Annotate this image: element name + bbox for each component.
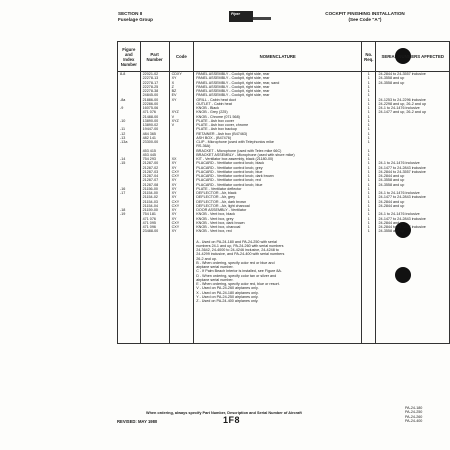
note-line: C - If Palm Beach Interior is installed, see Figure 8A. <box>196 269 282 274</box>
cell-fig: -17 <box>118 191 141 195</box>
cell-code: CXY <box>169 221 194 225</box>
cell-code: V <box>169 115 194 119</box>
cell-part: 22278-38 <box>140 89 169 93</box>
cell-ser: 24-1477 and up, 26-2 and up <box>376 110 450 114</box>
model-item: PA-24-400 <box>405 418 423 423</box>
cell-req: 1 <box>362 225 376 229</box>
cell-ser: 24-2844 and up <box>376 204 450 208</box>
cell-req: 1 <box>362 93 376 97</box>
cell-fig: -16 <box>118 187 141 191</box>
cell-req: 1 <box>362 178 376 182</box>
cell-ser: 24-1477 to 24-2843 inclusive <box>376 195 450 199</box>
note-line: 24-3642, 24-4000 to 24-4246 inclusive, 24-4248 to <box>196 248 279 252</box>
cell-code: CXY <box>169 170 194 174</box>
cell-req: 1 <box>362 161 376 165</box>
cell-ser: 24-1 to 24-1476 inclusive <box>376 212 450 216</box>
cell-req: 1 <box>362 140 376 144</box>
page-title: COCKPIT FINISHING INSTALLATION <box>325 11 405 16</box>
cell-req: 1 <box>362 132 376 136</box>
cell-nom: ASH BOX - (B47476) <box>194 136 362 140</box>
cell-req: 1 <box>362 123 376 127</box>
cell-nom: PLATE - Ash box cover <box>194 119 362 123</box>
cell-code: CXY <box>169 204 194 208</box>
cell-code: XY <box>169 187 194 191</box>
cell-code: BZ <box>169 89 194 93</box>
cell-part: 484 365 <box>140 132 169 136</box>
cell-fig: -15 <box>118 161 141 165</box>
cell-nom: BRACKET ASSEMBLY - Microphone (used with shure mike) <box>194 153 362 157</box>
cell-part: 21154-02 <box>140 195 169 199</box>
cell-req: 1 <box>362 217 376 221</box>
cell-part: 21488-00 <box>140 115 169 119</box>
cell-code: Z <box>169 85 194 89</box>
revised-date: REVISED: MAY 1980 <box>117 419 158 424</box>
cell-nom: RS-36A) <box>194 144 362 148</box>
cell-code: CXY <box>169 200 194 204</box>
cell-code: XY <box>169 178 194 182</box>
cell-req: 1 <box>362 221 376 225</box>
cell-nom: DEFLECTOR - Air, dark brown <box>194 200 362 204</box>
cell-ser: 24-1253 to 24-2296 inclusive <box>376 98 450 102</box>
cell-part: 471 095 <box>140 221 169 225</box>
cell-code: XY <box>169 98 194 102</box>
cell-req: 1 <box>362 212 376 216</box>
cell-req: 1 <box>362 208 376 212</box>
cell-nom: PLACARD - Ventilator control knob, black <box>194 161 362 165</box>
col-figure: Figure and Index Number <box>118 42 141 72</box>
cell-part: 16075-06 <box>140 106 169 110</box>
cell-ser: 24-2844 to 24-3557 inclusive <box>376 72 450 77</box>
col-part: Part Number <box>140 42 169 72</box>
cell-part: 21154-04 <box>140 204 169 208</box>
cell-fig: -19 <box>118 212 141 216</box>
note-line: A - Used on PA-24-180 and PA-24-250 with serial <box>196 239 277 244</box>
cell-code: CXY <box>169 225 194 229</box>
cell-code: XY <box>169 195 194 199</box>
cell-part: 471 076 <box>140 217 169 221</box>
logo-text: Piper <box>231 12 240 16</box>
cell-ser: 24-2844 and up <box>376 174 450 178</box>
cell-fig: -18 <box>118 208 141 212</box>
cell-nom: DOOR ASSEMBLY - Ventilator <box>194 208 362 212</box>
cell-req: 1 <box>362 174 376 178</box>
cell-code: XY <box>169 161 194 165</box>
section-header <box>118 11 153 22</box>
cell-code: XYZ <box>169 110 194 114</box>
cell-req: 1 <box>362 170 376 174</box>
cell-ser: 24-3558 and up <box>376 229 450 233</box>
cell-part: 22286-00 <box>140 102 169 106</box>
cell-req: 1 <box>362 110 376 114</box>
cell-req: 1 <box>362 102 376 106</box>
notes-row <box>118 234 450 344</box>
col-code: Code <box>169 42 194 72</box>
cell-code: XY <box>169 208 194 212</box>
cell-part: 21154-00 <box>140 191 169 195</box>
cell-part: 453 415 <box>140 149 169 153</box>
cell-req: 1 <box>362 81 376 85</box>
note-line: D - When ordering, specify color tan or silver and <box>196 273 277 278</box>
note-line: Z - Used on PA-24-400 airplanes only. <box>196 299 259 303</box>
cell-ser: 24-2844 and up <box>376 200 450 204</box>
note-line: 24-4299 inclusive, and PA-24-400 with serial numbers <box>196 252 285 257</box>
cell-code: XY <box>169 191 194 195</box>
cell-part: 21154-03 <box>140 200 169 204</box>
cell-req: 1 <box>362 89 376 93</box>
cell-req: 1 <box>362 166 376 170</box>
cell-code: XY <box>169 229 194 233</box>
cell-req: 1 <box>362 153 376 157</box>
cell-ser: 24-1477 to 24-2843 inclusive <box>376 217 450 221</box>
note-line: B - When ordering, specify color red or blue and <box>196 260 275 265</box>
model-list <box>405 406 422 423</box>
cell-req: 1 <box>362 98 376 102</box>
note-line: Y - Used on PA-24-250 airplanes only. <box>196 294 259 299</box>
cell-nom: GRILL - Cabin heat duct <box>194 98 362 102</box>
cell-code: XY <box>169 183 194 187</box>
cell-fig: -13a <box>118 140 141 144</box>
cell-part: 21287-08 <box>140 183 169 187</box>
cell-nom: KNOB - Vent box, grey <box>194 217 362 221</box>
cell-req: 1 <box>362 229 376 233</box>
cell-fig: -12 <box>118 132 141 136</box>
note-line: X - Used on PA-24-180 airplanes only. <box>196 290 259 295</box>
cell-part: 754 293 <box>140 157 169 161</box>
section-label: SECTION II <box>118 11 143 16</box>
cell-part: 22278-25 <box>140 85 169 89</box>
piper-logo <box>229 11 253 22</box>
cell-code: EV <box>169 93 194 97</box>
model-item: PA-24-260 <box>405 414 423 419</box>
note-line: numbers 24-1 and up, PA-24-260 with serial numbers <box>196 243 284 248</box>
cell-part: 19447-00 <box>140 127 169 131</box>
cell-part: 754 181 <box>140 212 169 216</box>
cell-req: 1 <box>362 115 376 119</box>
cell-part: 13890-00 <box>140 119 169 123</box>
cell-nom: PANEL ASSEMBLY - Cockpit, right side, rear <box>194 85 362 89</box>
cell-ser: 24-1477 to 24-2843 inclusive <box>376 166 450 170</box>
cell-req: 1 <box>362 119 376 123</box>
cell-part: 471 096 <box>140 225 169 229</box>
cell-nom: KNOB - Black <box>194 106 362 110</box>
cell-ser: 24-1 to 24-1476 inclusive <box>376 161 450 165</box>
cell-code: XX <box>169 157 194 161</box>
cell-part: 23488-00 <box>140 229 169 233</box>
cell-ser: 24-1 to 24-1476 inclusive <box>376 191 450 195</box>
cell-code: X <box>169 81 194 85</box>
cell-nom: RETAINER - Ash box (B47463) <box>194 132 362 136</box>
cell-nom: PLATE - Ash box backup <box>194 127 362 131</box>
cell-part: 23300-00 <box>140 140 169 144</box>
cell-part: 22278-13 <box>140 76 169 80</box>
cell-ser: 24-2844 and up <box>376 221 450 225</box>
cell-nom: PLATE - Ash box cover, chrome <box>194 123 362 127</box>
cell-req: 1 <box>362 195 376 199</box>
cell-nom: PANEL ASSEMBLY - Cockpit, right side, rear <box>194 93 362 97</box>
model-item: PA-24-250 <box>405 410 423 415</box>
note-line: airplane serial number. <box>196 265 234 269</box>
order-note: When ordering, always specify Part Number, Description and Serial Number of Aircraft <box>146 411 302 415</box>
cell-code: XY <box>169 76 194 80</box>
cell-req: 1 <box>362 183 376 187</box>
cell-part: 21287-07 <box>140 178 169 182</box>
cell-code: XY <box>169 217 194 221</box>
cell-ser: 24-3558 and up <box>376 183 450 187</box>
cell-fig: 8-8 <box>118 72 141 77</box>
cell-ser: 24-3558 and up <box>376 81 450 85</box>
cell-nom: KNOB - Vent box, dark brown <box>194 221 362 225</box>
cell-ser: 24-2844 to 24-3557 inclusive <box>376 225 450 229</box>
cell-part: 471 076 <box>140 110 169 114</box>
group-label: Fuselage Group <box>118 16 153 22</box>
cell-code: XY <box>169 212 194 216</box>
cell-ser: 24-1 to 24-1476 inclusive <box>376 106 450 110</box>
cell-part: 22278-17 <box>140 81 169 85</box>
cell-req: 1 <box>362 76 376 80</box>
page-subtitle: (See Code "A") <box>348 16 382 22</box>
cell-code: CDXY <box>169 72 194 77</box>
note-line: airplane serial number. <box>196 277 234 282</box>
cell-code: V <box>169 123 194 127</box>
col-nomenclature: NOMENCLATURE <box>194 42 362 72</box>
cell-req: 1 <box>362 157 376 161</box>
cell-part: 21287-03 <box>140 170 169 174</box>
model-item: PA-24-180 <box>405 406 423 410</box>
cell-nom: KNOB - Vent box, charcoal <box>194 225 362 229</box>
title-header <box>300 11 430 22</box>
cell-part: 21287-04 <box>140 174 169 178</box>
cell-part: 13890-02 <box>140 123 169 127</box>
parts-table <box>117 41 450 344</box>
cell-part: 482 141 <box>140 136 169 140</box>
cell-fig: -13 <box>118 136 141 140</box>
cell-nom: OUTLET - Cabin heat <box>194 102 362 106</box>
cell-part: 24845-00 <box>140 93 169 97</box>
cell-req: 1 <box>362 191 376 195</box>
cell-req: 1 <box>362 106 376 110</box>
cell-ser: 24-3558 and up <box>376 76 450 80</box>
cell-nom: KNOB - Grey (225) <box>194 110 362 114</box>
cell-nom: PANEL ASSEMBLY - Cockpit, right side, rear, sand <box>194 81 362 85</box>
cell-nom: PLACARD - Ventilator control knob, blue <box>194 183 362 187</box>
cell-nom: PLATE - Ventilator deflector <box>194 187 362 191</box>
cell-nom: DEFLECTOR - Air, black <box>194 191 362 195</box>
cell-fig: -10 <box>118 119 141 123</box>
note-line: 26-2 and up. <box>196 256 217 261</box>
note-line: E - When ordering, specify color red, blue or resort. <box>196 282 280 286</box>
cell-nom: PLACARD - Ventilator control knob, blue <box>194 170 362 174</box>
cell-nom: PLACARD - Ventilator control knob, dark brown <box>194 174 362 178</box>
cell-nom: BRACKET - Microphone (used with Telex mike 66C) <box>194 149 362 153</box>
cell-req: 1 <box>362 72 376 77</box>
cell-nom: PANEL ASSEMBLY - Cockpit, right side, rear <box>194 76 362 80</box>
cell-fig: -8a <box>118 98 141 102</box>
cell-nom: KNOB - Vent box, red <box>194 229 362 233</box>
cell-req: 1 <box>362 204 376 208</box>
logo-underline <box>253 17 271 20</box>
cell-ser: 24-2844 to 24-3557 inclusive <box>376 170 450 174</box>
cell-req: 1 <box>362 149 376 153</box>
cell-nom: DEFLECTOR - Air, light charcoal <box>194 204 362 208</box>
cell-part: 21156-00 <box>140 187 169 191</box>
cell-req: 1 <box>362 200 376 204</box>
cell-code: XYZ <box>169 119 194 123</box>
cell-fig: -11 <box>118 127 141 131</box>
cell-req: 1 <box>362 127 376 131</box>
cell-nom: DEFLECTOR - Air, grey <box>194 195 362 199</box>
cell-part: 22021-02 <box>140 72 169 77</box>
cell-ser: 24-3558 and up <box>376 178 450 182</box>
cell-part: 453 445 <box>140 153 169 157</box>
table-header-row <box>118 42 450 72</box>
cell-req: 1 <box>362 85 376 89</box>
cell-nom: KNOB - Chrome (071 568) <box>194 115 362 119</box>
cell-req: 1 <box>362 136 376 140</box>
cell-part: 21287-02 <box>140 166 169 170</box>
cell-nom: KNOB - Vent box, black <box>194 212 362 216</box>
cell-nom: PLACARD - Ventilator control knob, grey <box>194 166 362 170</box>
fiche-number: 1F8 <box>223 415 241 425</box>
cell-part: 21886-00 <box>140 98 169 102</box>
cell-code: XY <box>169 166 194 170</box>
cell-nom: PLACARD - Ventilator control knob, red <box>194 178 362 182</box>
cell-nom: CLIP - Microphone (used with Telephonics mike <box>194 140 362 144</box>
code-notes <box>194 234 362 344</box>
col-serial: SERIAL NUMBERS AFFECTED <box>376 42 450 72</box>
cell-nom: PANEL ASSEMBLY - Cockpit, right side, rear <box>194 72 362 77</box>
cell-ser: 24-2298 and up, 26-2 and up <box>376 102 450 106</box>
cell-nom: PANEL ASSEMBLY - Cockpit, right side, rear <box>194 89 362 93</box>
cell-nom: KIT - Ventilator box assembly, black (21180-00) <box>194 157 362 161</box>
cell-part: 21287-00 <box>140 161 169 165</box>
cell-fig: -9 <box>118 106 141 110</box>
cell-part: 21159-00 <box>140 208 169 212</box>
col-req: No. Req. <box>362 42 376 72</box>
note-line: V - Used on PA-24-260 airplanes only. <box>196 286 259 291</box>
cell-code: CXY <box>169 174 194 178</box>
cell-fig: -14 <box>118 157 141 161</box>
cell-req: 1 <box>362 187 376 191</box>
